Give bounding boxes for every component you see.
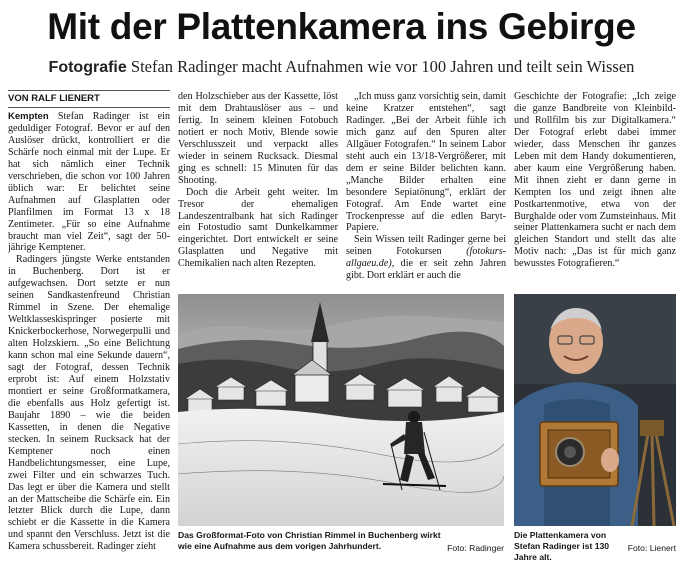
photo-credit-2: Foto: Lienert: [627, 543, 676, 553]
village-winter-photo: [178, 294, 504, 526]
photo-caption-1: [178, 530, 504, 554]
photo-credit-1: Foto: Radinger: [447, 543, 504, 553]
paragraph-1-text: Stefan Radinger ist ein geduldiger Fotograf. Bevor er auf den Auslöser drückt, kontrolliert er die Schärfe noch einmal mit der Lupe. Er hat sich nämlich einer Technik verschrieben, die schon vor 100 Jahren üblich war: Er belichtet seine Aufnahmen auf Glasplatten oder Planfilmen im Format 13 x 18 Zentimeter. „Für so eine Aufnahme braucht man viel Zeit“, sagt der 50-jährige Kemptener.: [8, 111, 170, 254]
photo-buchenberg-skier: [178, 294, 504, 526]
subline-text: Stefan Radinger macht Aufnahmen wie vor 100 Jahren und teilt sein Wissen: [130, 57, 635, 76]
article-paragraph-5: [346, 234, 506, 282]
article-paragraph-2: Radingers jüngste Werke entstanden in Buchenberg. Dort ist er aufgewachsen. Dort setzte er nun seinen Sandkastenfreund Christian Rimmel in Szene. Der ehemalige Weltklasseskispringer posierte mit Knickerbockerhose, Norwegerpulli und alten Holzskiern. „So eine Belichtung kann schon mal eine Sekunde dauern“, sagt der Fotograf, dessen Technik erprobt ist: Auf einem Holzstativ montiert er seine Großformatkamera, die ebenfalls aus Holz gefertigt ist. Baujahr 1890 – wie die beiden Kassetten, in denen die Negative stecken. In seinem Rucksack hat der Kemptener noch einen Handbelichtungsmesser, eine Lupe, zwei Filter und ein schwarzes Tuch. Das legt er über die Kamera und stellt an der Mattscheibe die Schärfe ein. Ein letzter Blick durch die Lupe, dann schiebt er die Kassette in die Kamera und spannt den Verschluss. Jetzt ist die Kamera schussbereit. Radinger zieht: [8, 254, 170, 553]
portrait-photo: [514, 294, 676, 526]
photo-caption-2: [514, 530, 676, 562]
caption-text-1: Das Großformat-Foto von Christian Rimmel in Buchenberg wirkt wie eine Aufnahme aus dem vorigen Jahrhundert.: [178, 530, 441, 551]
article-column-3: [346, 91, 506, 288]
dateline: Kempten: [8, 111, 49, 122]
article-column-2: [178, 91, 338, 288]
article-paragraph-5-cont: Geschichte der Fotografie: „Ich zeige die ganze Bandbreite von Kleinbild- und Rollfilm bis zur Digitalkamera.“ Der Fotograf erlebt dabei immer wieder, dass Menschen ihr ganzes Leben mit dem Handy dokumentieren, aber kaum eine Vergrößerung haben. Mit ihnen zieht er dann gerne in Kempten los und zeigt ihnen alte Postkartenmotive, etwa von der Burghalde oder vom Zumsteinhaus. Mit seiner Plattenkamera sucht er nach dem gleichen Standort und stellt das alte Motiv nach: „Das ist für mich ganz bewusstes Fotografieren.“: [514, 91, 676, 270]
plate-camera: [540, 422, 619, 486]
subline: [0, 56, 683, 79]
paragraph-5-text: Sein Wissen teilt Radinger gerne bei seinen Fotokursen: [346, 234, 506, 258]
photo-radinger-camera: [514, 294, 676, 526]
article-paragraph-4: „Ich muss ganz vorsichtig sein, damit keine Kratzer entstehen“, sagt Radinger. „Bei der Arbeit fühle ich mich ganz auf den Spuren alter Allgäuer Fotografen.“ In seinem Labor steht auch ein 13/18-Vergrößerer, mit dem er seine Bilder belichten kann. „Manche Bilder erhalten eine besondere Sepiatönung“, erklärt der Fotograf. Am Ende wartet eine Trockenpresse auf die edlen Baryt-Papiere.: [346, 91, 506, 234]
article-column-4: [514, 91, 676, 288]
article-paragraph-3: Doch die Arbeit geht weiter. Im Tresor der ehemaligen Landeszentralbank hat sich Radinger ein Fotostudio samt Dunkelkammer eingerichtet. Dort entwickelt er seine Glasplatten und Negative mit Chemikalien nach alten Rezepten.: [178, 186, 338, 270]
article-paragraph-2-cont: den Holzschieber aus der Kassette, löst mit dem Drahtauslöser aus – und fertig. In seinem kleinen Fotobuch notiert er noch Motiv, Blende sowie Verschlusszeit und verpackt alles wieder in seinem Rucksack. Diesmal ging es schnell: 15 Minuten für das Shooting.: [178, 91, 338, 186]
byline: VON RALF LIENERT: [8, 91, 170, 108]
headline: Mit der Plattenkamera ins Gebirge: [47, 6, 636, 47]
caption-text-2: Die Plattenkamera von Stefan Radinger ist 130 Jahre alt.: [514, 530, 610, 562]
kicker: Fotografie: [48, 59, 127, 76]
website-reference: (fotokurs-allgaeu.de): [346, 246, 506, 270]
paragraph-5-text-end: , die er seit zehn Jahren gibt. Dort erklärt er auch die: [346, 258, 506, 282]
article-paragraph-1: [8, 111, 170, 254]
article-column-1: [8, 91, 170, 563]
